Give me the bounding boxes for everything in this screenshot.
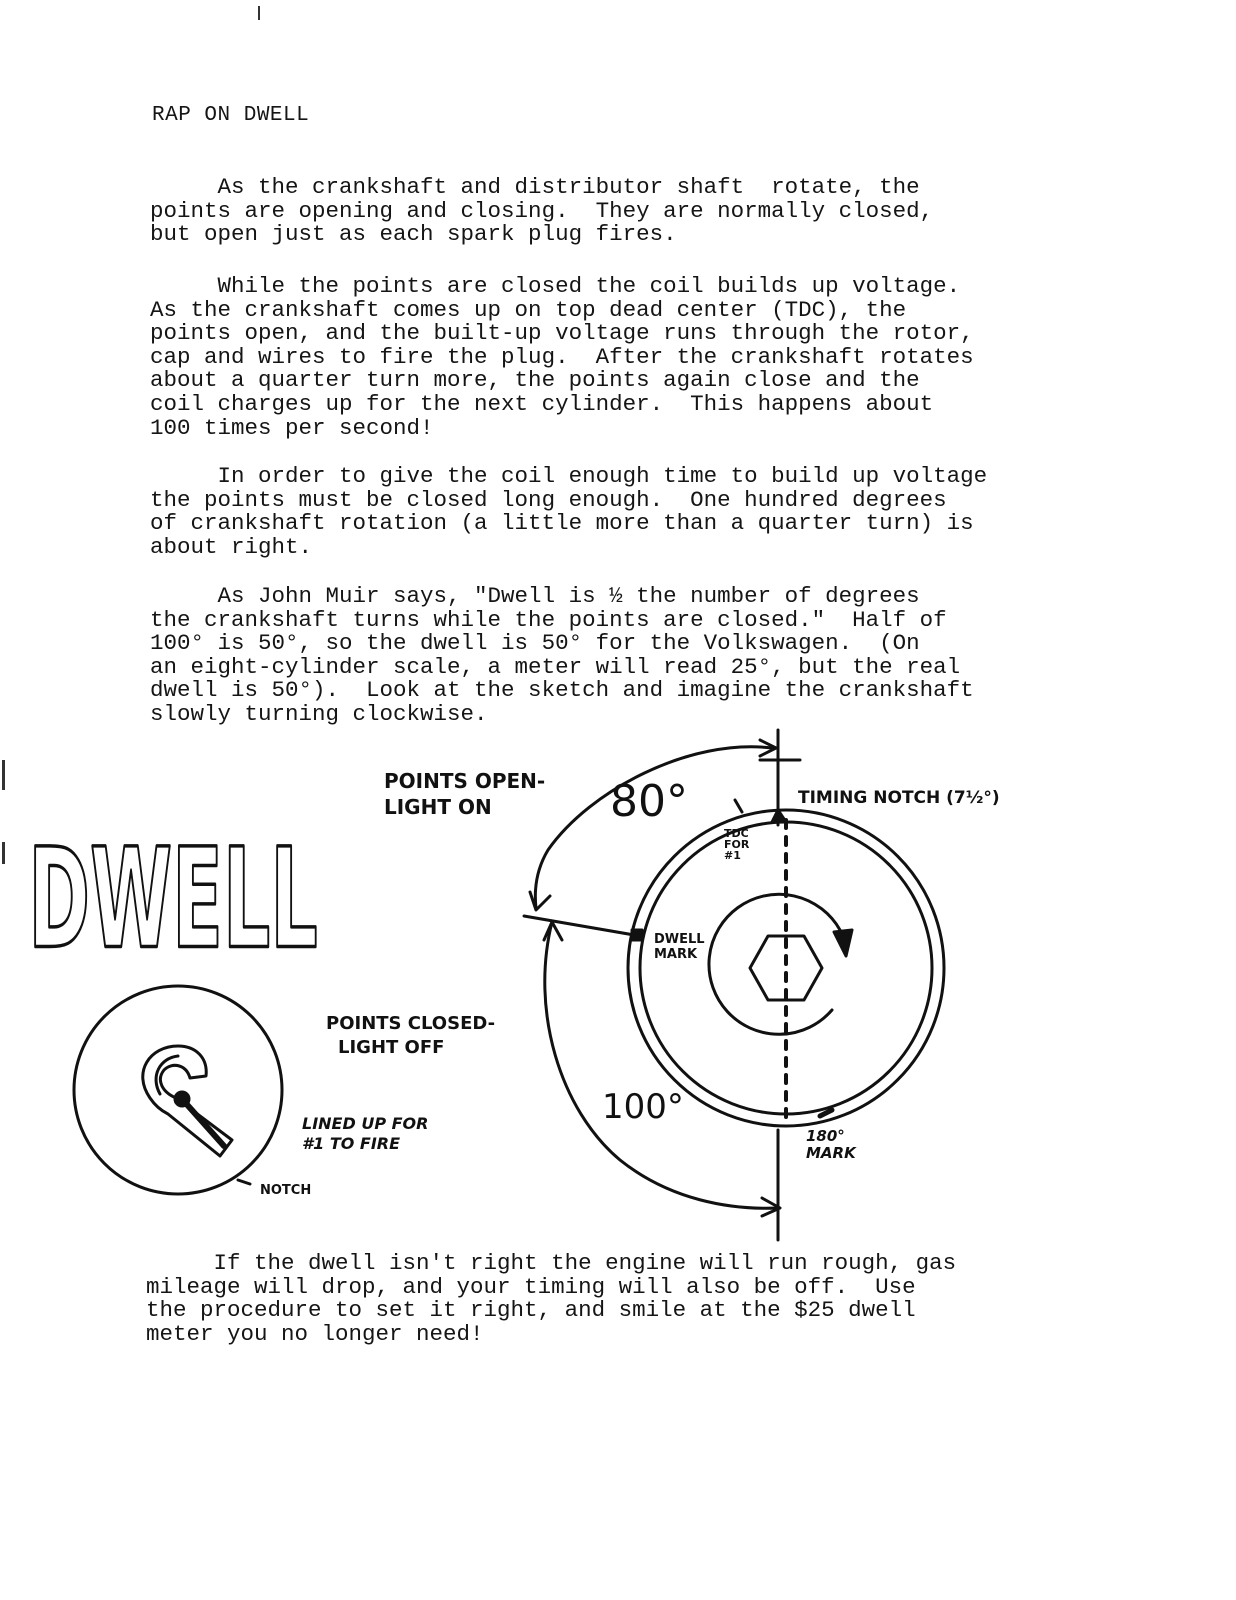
dwell-logo-text: DWELL: [28, 819, 318, 981]
text-line: While the points are closed the coil builds up voltage.: [150, 273, 961, 299]
dwell-mark-label: [654, 932, 705, 962]
scan-speck: [2, 760, 5, 790]
rotor-icon: [143, 1046, 232, 1156]
tdc-label: [724, 828, 749, 861]
text-line: slowly turning clockwise.: [150, 700, 488, 727]
text-line: the procedure to set it right, and smile at the $25 dwell: [146, 1297, 916, 1324]
text-line: dwell is 50°). Look at the sketch and imagine the crankshaft: [150, 677, 974, 704]
angle-80-label: 80°: [610, 776, 688, 827]
text-line: coil charges up for the next cylinder. This happens about: [150, 390, 934, 417]
tdc-line-text: TDC: [724, 827, 749, 840]
text-line: but open just as each spark plug fires.: [150, 221, 677, 248]
text-line: meter you no longer need!: [146, 1320, 484, 1347]
text-line: mileage will drop, and your timing will also be off. Use: [146, 1273, 916, 1300]
text-line: 100 times per second!: [150, 414, 434, 441]
text-line: cap and wires to fire the plug. After the crankshaft rotates: [150, 343, 974, 370]
points-open-line: POINTS OPEN-: [384, 769, 546, 793]
arrow-head-icon: [834, 930, 852, 956]
text-line: If the dwell isn't right the engine will run rough, gas: [146, 1250, 957, 1276]
dwell-mark-line2: MARK: [654, 947, 698, 962]
points-closed-label: [326, 1012, 495, 1060]
mark-180-line1: 180°: [806, 1127, 845, 1145]
tdc-tick: [735, 800, 742, 812]
dwell-mark-line1: DWELL: [654, 932, 705, 947]
text-line: about a quarter turn more, the points again close and the: [150, 367, 920, 394]
text-line: an eight-cylinder scale, a meter will read 25°, but the real: [150, 653, 961, 680]
notch-label: NOTCH: [260, 1183, 312, 1198]
tdc-cyl-text: #1: [724, 849, 741, 862]
page-title: RAP ON DWELL: [152, 104, 310, 127]
mark-180-line2: MARK: [806, 1144, 856, 1162]
timing-notch-label: TIMING NOTCH (7½°): [798, 788, 1000, 808]
arc-80-arrowhead-left: [530, 892, 550, 910]
dwell-logo: [28, 820, 317, 981]
pulley-inner-ring: [640, 822, 932, 1114]
dwell-line: [524, 916, 640, 936]
tdc-for-text: FOR: [724, 838, 750, 851]
points-open-label: [384, 768, 545, 820]
light-off-line: LIGHT OFF: [338, 1037, 445, 1058]
text-line: 100° is 50°, so the dwell is 50° for the Volkswagen. (On: [150, 630, 920, 657]
scan-speck: [258, 6, 260, 20]
text-line: As the crankshaft and distributor shaft rotate, the: [150, 174, 920, 200]
lined-up-line2: #1 TO FIRE: [302, 1134, 401, 1153]
light-on-line: LIGHT ON: [384, 795, 492, 819]
text-line: of crankshaft rotation (a little more than a quarter turn) is: [150, 510, 974, 537]
text-line: about right.: [150, 533, 313, 560]
text-line: In order to give the coil enough time to build up voltage: [150, 463, 988, 489]
text-line: As John Muir says, "Dwell is ½ the number of degrees: [150, 583, 920, 609]
text-line: As the crankshaft comes up on top dead center (TDC), the: [150, 296, 907, 323]
mark-180-label: [806, 1128, 856, 1162]
distributor-circle: [74, 986, 282, 1194]
arc-100-arrowhead-top: [544, 922, 562, 940]
scan-speck: [2, 842, 5, 864]
lined-up-line1: LINED UP FOR: [302, 1114, 429, 1133]
text-line: points are opening and closing. They are normally closed,: [150, 197, 934, 224]
text-line: the crankshaft turns while the points are closed." Half of: [150, 606, 947, 633]
text-line: the points must be closed long enough. One hundred degrees: [150, 486, 947, 513]
notch-mark: [238, 1180, 250, 1184]
text-line: points open, and the built-up voltage runs through the rotor,: [150, 320, 974, 347]
angle-100-label: 100°: [602, 1087, 684, 1127]
lined-up-label: [302, 1114, 428, 1154]
points-closed-line: POINTS CLOSED-: [326, 1013, 496, 1034]
paragraph-closing: [146, 1252, 1046, 1346]
